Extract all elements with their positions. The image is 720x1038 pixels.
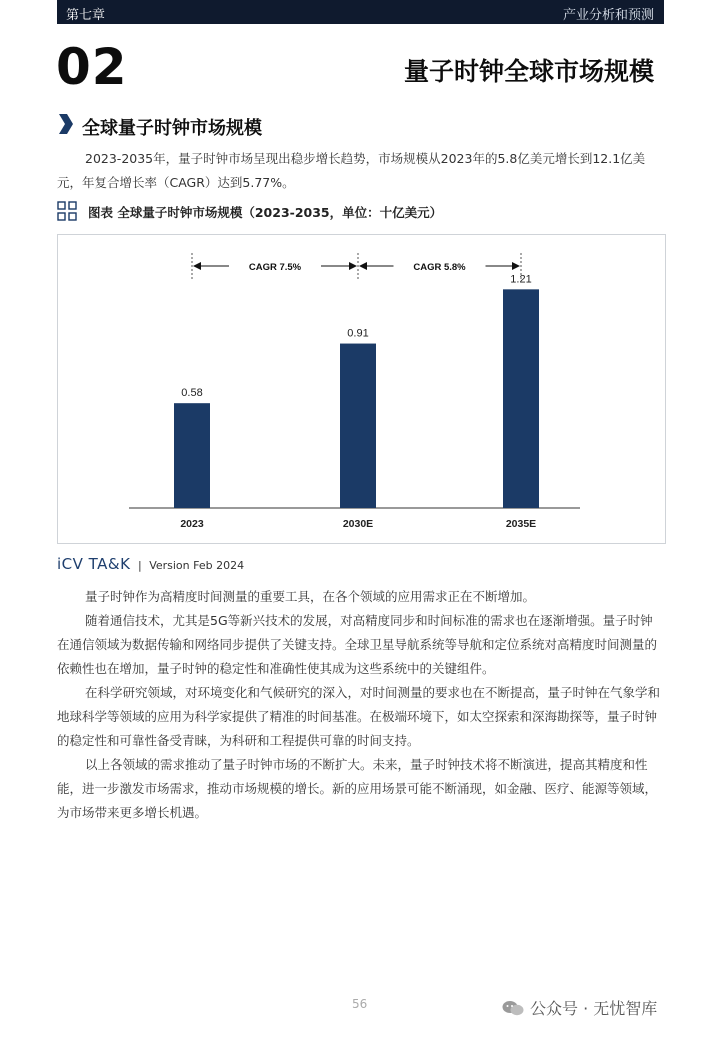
bar-chart — [58, 235, 665, 543]
chapter-number: 02 — [56, 38, 128, 96]
section-label: 产业分析和预测 — [562, 8, 654, 23]
body-text — [57, 585, 665, 825]
bar-2035E — [503, 289, 539, 508]
x-tick-label: 2035E — [505, 518, 537, 530]
data-label: 0.58 — [181, 387, 203, 400]
grid-icon — [57, 201, 77, 221]
cagr-label: CAGR 7.5% — [248, 262, 302, 273]
intro-paragraph: 2023-2035年，量子时钟市场呈现出稳步增长趋势，市场规模从2023年的5.8亿美元增长到12.1亿美元，年复合增长率（CAGR）达到5.77%。 — [57, 151, 646, 190]
section-title: 全球量子时钟市场规模 — [82, 118, 262, 139]
figure-title: 图表 全球量子时钟市场规模（2023-2035，单位：十亿美元） — [88, 205, 443, 220]
figure-source — [57, 555, 244, 573]
x-tick-label: 2030E — [342, 518, 374, 530]
chart-container — [57, 234, 666, 544]
chevron-right-icon — [58, 113, 74, 135]
body-paragraph: 量子时钟作为高精度时间测量的重要工具，在各个领域的应用需求正在不断增加。 — [85, 589, 536, 604]
watermark-text: 公众号 · 无忧智库 — [530, 999, 658, 1018]
cagr-label: CAGR 5.8% — [413, 262, 466, 273]
data-label: 1.21 — [510, 273, 532, 286]
body-paragraph: 随着通信技术，尤其是5G等新兴技术的发展，对高精度同步和时间标准的需求也在逐渐增强。量子时钟在通信领域为数据传输和网络同步提供了关键支持。全球卫星导航系统等导航和定位系统对高精度时间测量的依赖性也在增加，量子时钟的稳定性和准确性使其成为这些系统中的关键组件。 — [57, 613, 658, 676]
source-separator: | — [137, 559, 142, 572]
page-number: 56 — [352, 997, 368, 1011]
source-version: Version Feb 2024 — [149, 559, 245, 572]
page-title: 量子时钟全球市场规模 — [403, 57, 654, 86]
x-tick-label: 2023 — [180, 518, 204, 530]
watermark — [502, 996, 657, 1019]
data-label: 0.91 — [347, 327, 369, 340]
body-paragraph: 在科学研究领域，对环境变化和气候研究的深入，对时间测量的要求也在不断提高，量子时钟在气象学和地球科学等领域的应用为科学家提供了精准的时间基准。在极端环境下，如太空探索和深海勘探等，量子时钟的稳定性和可靠性备受青睐，为科研和工程提供可靠的时间支持。 — [57, 685, 661, 748]
chapter-header-bar — [57, 0, 664, 24]
icv-logo: iCV TA&K — [57, 555, 131, 573]
bar-2023 — [174, 403, 210, 508]
bar-2030E — [340, 344, 376, 508]
wechat-icon — [502, 1000, 524, 1016]
body-paragraph: 以上各领域的需求推动了量子时钟市场的不断扩大。未来，量子时钟技术将不断演进，提高其精度和性能，进一步激发市场需求，推动市场规模的增长。新的应用场景可能不断涌现，如金融、医疗、能源等领域，为市场带来更多增长机遇。 — [57, 757, 658, 820]
chapter-label: 第七章 — [66, 8, 106, 23]
